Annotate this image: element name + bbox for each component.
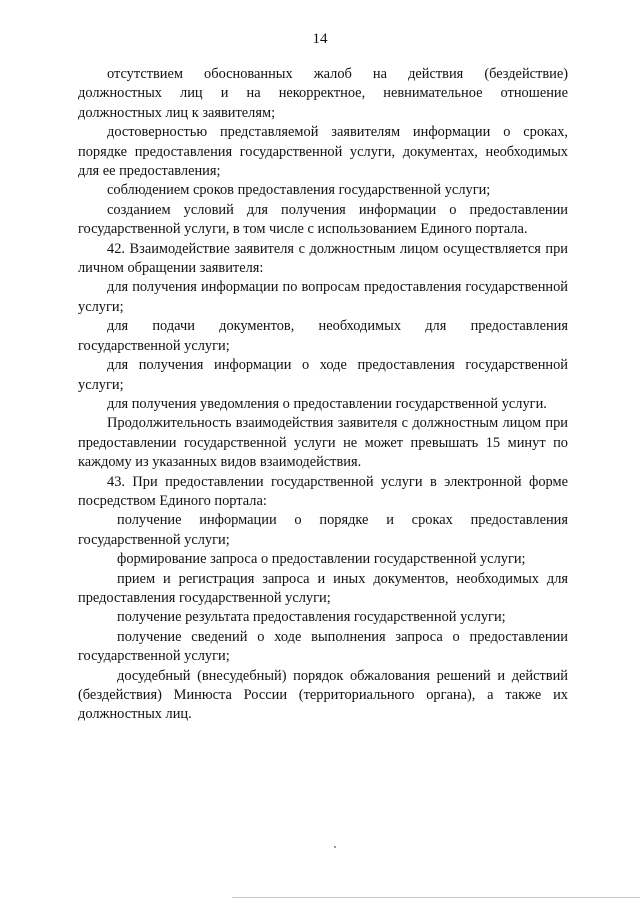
paragraph: для подачи документов, необходимых для предоставления государственной услуги; (78, 318, 568, 354)
paragraph: 43. При предоставлении государственной услуги в электронной форме посредством Единого портала: (78, 473, 568, 509)
paragraph: соблюдением сроков предоставления государственной услуги; (107, 182, 491, 199)
paragraph: для получения информации по вопросам предоставления государственной услуги; (78, 279, 568, 315)
paragraph: отсутствием обоснованных жалоб на действия (бездействие) должностных лиц и на некорректное, невнимательное отношение должностных лиц к заявителям; (78, 66, 568, 121)
paragraph: получение результата предоставления государственной услуги; (117, 609, 506, 626)
paragraph: для получения уведомления о предоставлении государственной услуги. (107, 395, 547, 412)
scan-speck (334, 846, 336, 848)
paragraph: формирование запроса о предоставлении государственной услуги; (117, 551, 526, 568)
paragraph: созданием условий для получения информации о предоставлении государственной услуги, в том числе с использованием Единого портала. (78, 201, 568, 238)
page-number: 14 (312, 31, 328, 47)
paragraph: Продолжительность взаимодействия заявителя с должностным лицом при предоставлении государственной услуги не может превышать 15 минут по каждому из указанных видов взаимодействия. (78, 415, 568, 471)
paragraph: получение сведений о ходе выполнения запроса о предоставлении государственной услуги; (78, 628, 568, 665)
paragraph: 42. Взаимодействие заявителя с должностным лицом осуществляется при личном обращении заявителя: (78, 240, 568, 277)
paragraph: прием и регистрация запроса и иных документов, необходимых для предоставления государственной услуги; (78, 570, 568, 606)
paragraph: для получения информации о ходе предоставления государственной услуги; (78, 357, 568, 393)
paragraph: достоверностью представляемой заявителям информации о сроках, порядке предоставления государственной услуги, документах, необходимых для ее предоставления; (78, 124, 568, 180)
paragraph: досудебный (внесудебный) порядок обжалования решений и действий (бездействия) Минюста России (территориального органа), а также их должностных лиц. (78, 667, 568, 723)
scan-edge-line (232, 897, 640, 898)
document-body (78, 65, 568, 725)
paragraph: получение информации о порядке и сроках предоставления государственной услуги; (78, 512, 568, 548)
